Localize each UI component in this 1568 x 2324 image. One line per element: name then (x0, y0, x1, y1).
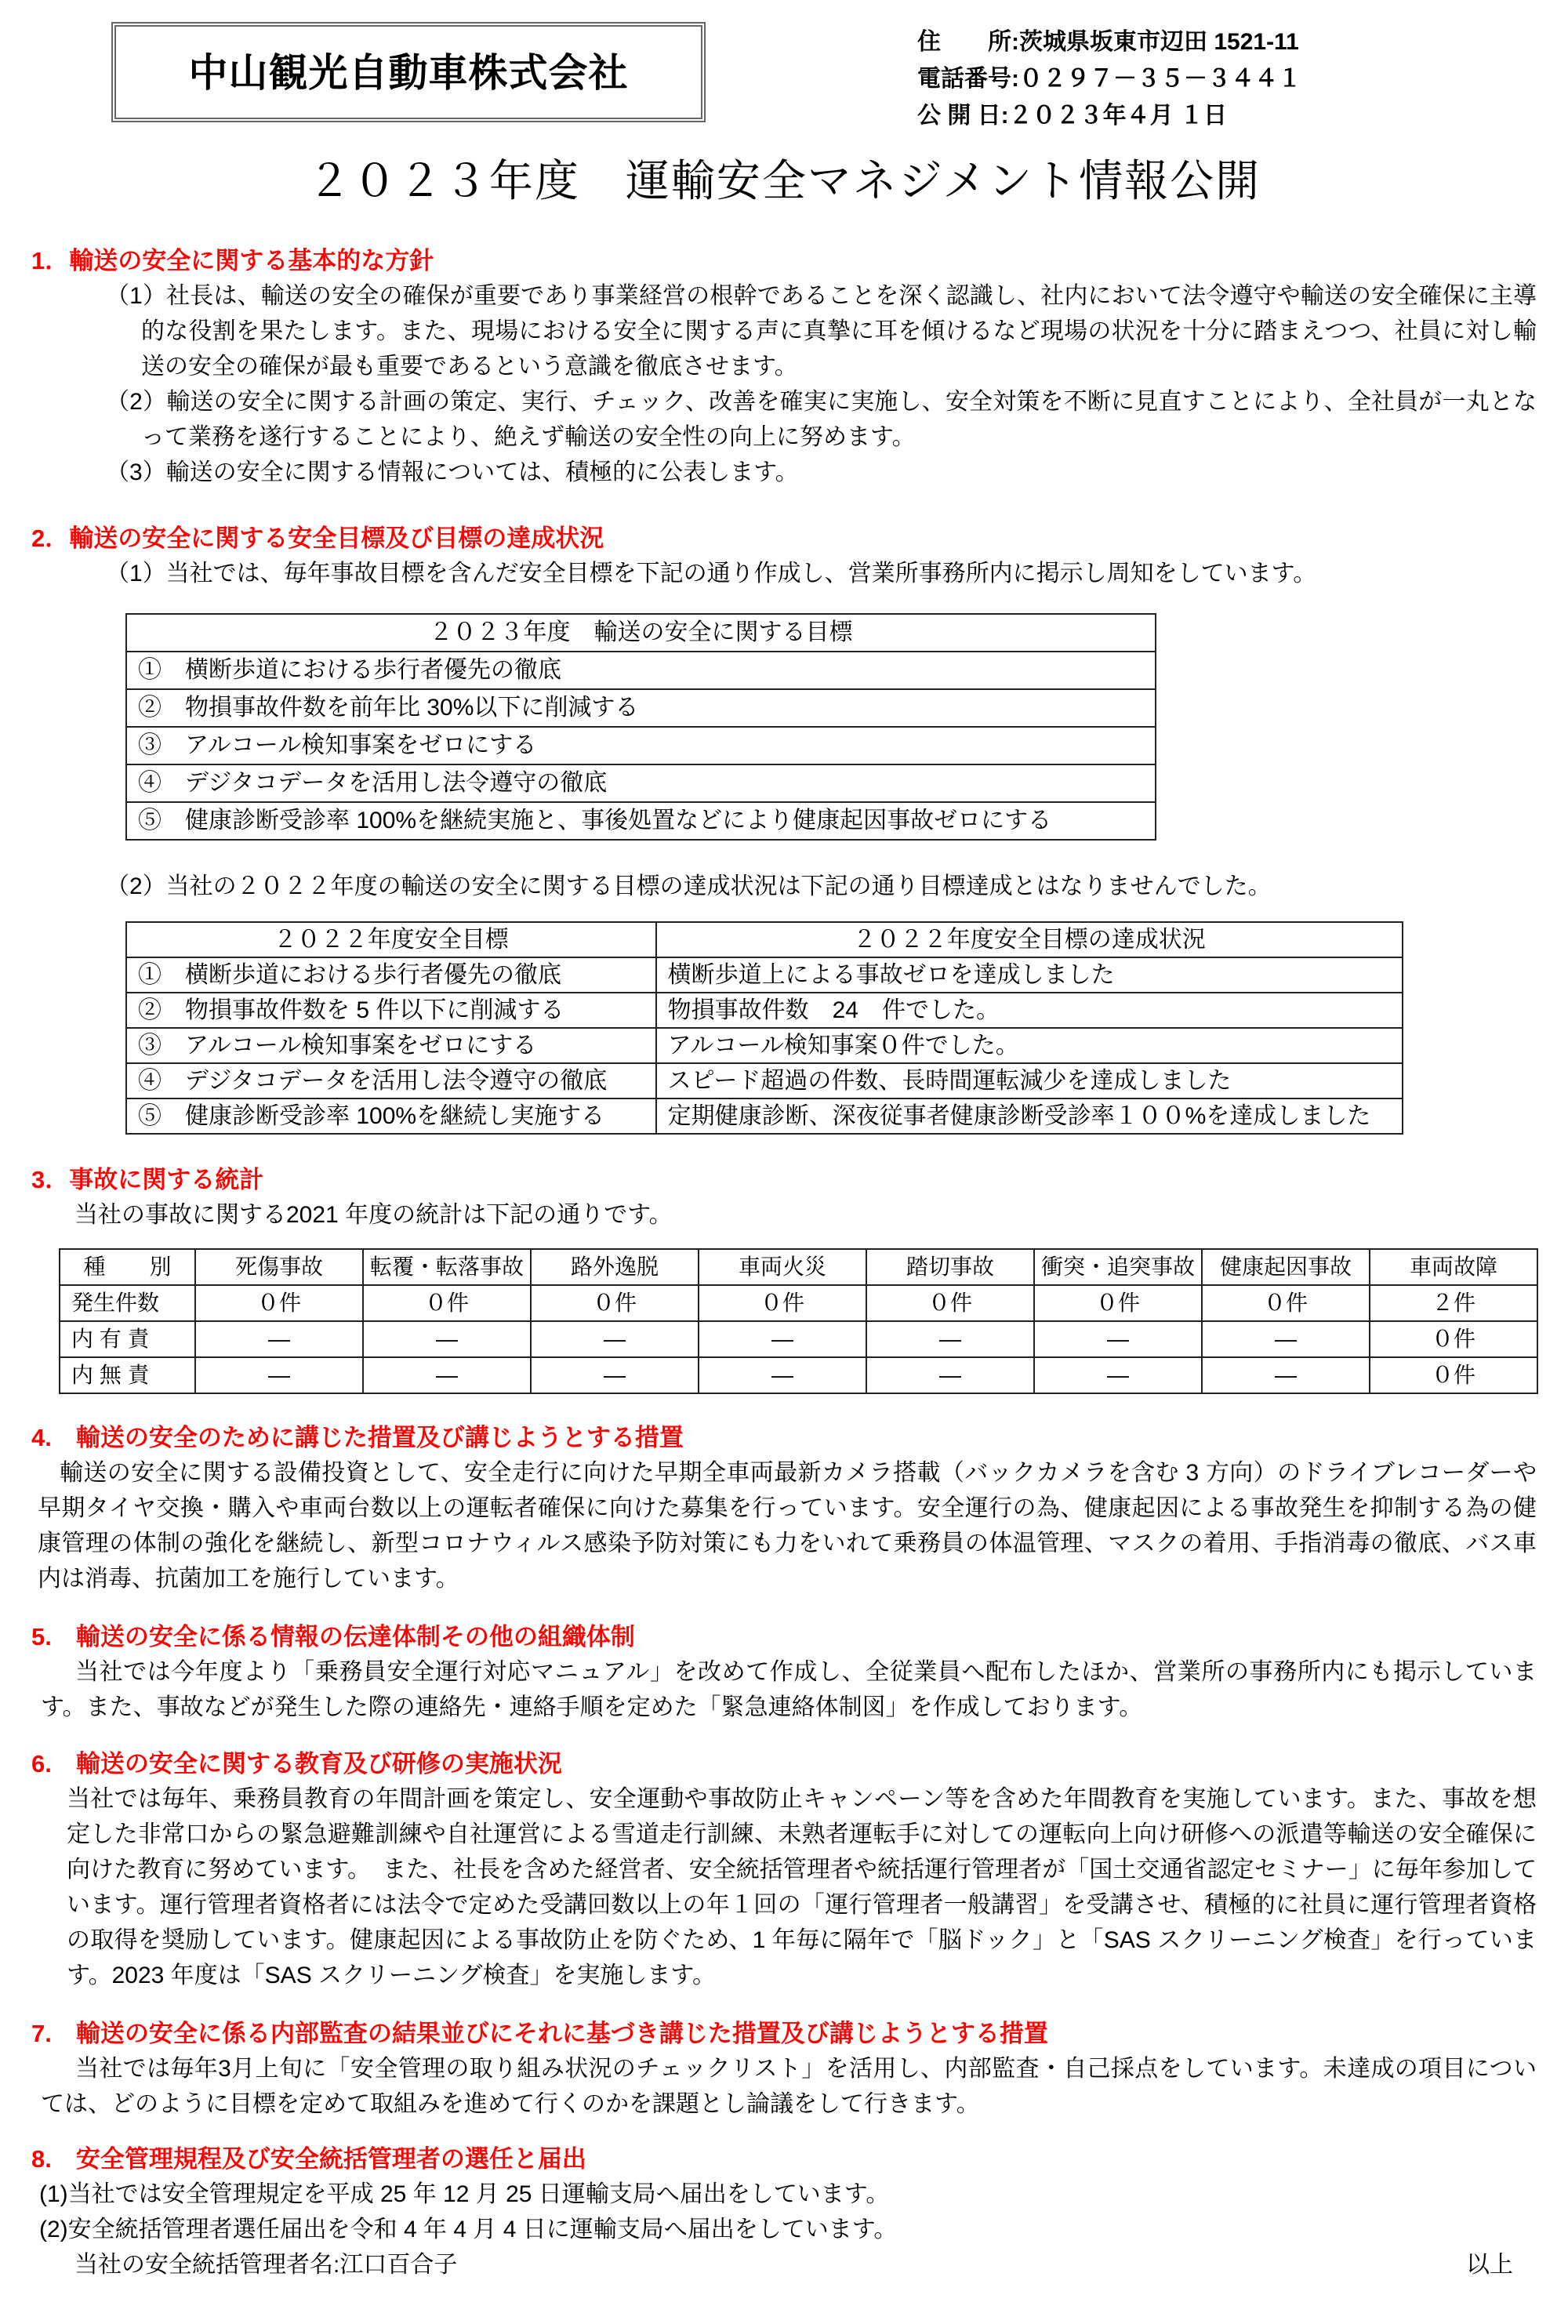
stats-cell: ― (195, 1321, 363, 1357)
table-row (126, 1028, 1403, 1063)
results-col1-header: ２０２２年度安全目標 (126, 922, 656, 957)
stats-header-cell: 種 別 (60, 1249, 195, 1285)
section-7-body: 当社では毎年3月上旬に「安全管理の取り組み状況のチェックリスト」を活用し、内部監査・自己採点をしています。未達成の項目については、どのように目標を定めて取組みを進めて行くのかを課題とし論議をして行きます。 (41, 2056, 1537, 2117)
section-4-body: 輸送の安全に関する設備投資として、安全走行に向けた早期全車両最新カメラ搭載（バックカメラを含む 3 方向）のドライブレコーダーや早期タイヤ交換・購入や車両台数以上の運転者確保に向けた募集を行っています。安全運行の為、健康起因による事故発生を抑制する為の健康管理の体制の強化を継続し、新型コロナウィルス感染予防対策にも力をいれて乗務員の体温管理、マスクの着用、手指消毒の徹底、バス車内は消毒、抗菌加工を施行しています。 (38, 1460, 1537, 1592)
company-name: 中山観光自動車株式会社 (188, 49, 629, 96)
section-8-heading: 8. 安全管理規程及び安全統括管理者の選任と届出 (31, 2145, 586, 2173)
goal-cell: ② 物損事故件数を前年比 30%以下に削減する (126, 689, 1156, 727)
stats-cell: ０件 (1370, 1321, 1537, 1357)
results-col2-header: ２０２２年度安全目標の達成状況 (656, 922, 1403, 957)
goal-cell: ① 横断歩道における歩行者優先の徹底 (126, 652, 1156, 689)
result-status-cell: 物損事故件数 24 件でした。 (656, 993, 1403, 1028)
stats-header-cell: 路外逸脱 (531, 1249, 699, 1285)
policy-item-1: （1）社長は、輸送の安全の確保が重要であり事業経営の根幹であることを深く認識し、社内において法令遵守や輸送の安全確保に主導的な役割を果たします。また、現場における安全に関する声に真摯に耳を傾けるなど現場の状況を十分に踏まえつつ、社員に対し輸送の安全の確保が最も重要であるという意識を徹底させます。 (106, 283, 1537, 379)
policy-item-2: （2）輸送の安全に関する計画の策定、実行、チェック、改善を確実に実施し、安全対策を不断に見直すことにより、全社員が一丸となって業務を遂行することにより、絶えず輸送の安全性の向上に努めます。 (106, 389, 1537, 450)
table-row (126, 993, 1403, 1028)
goal-cell: ⑤ 健康診断受診率 100%を継続実施と、事後処置などにより健康起因事故ゼロにする (126, 802, 1156, 840)
table-row (126, 802, 1156, 840)
safety-manager-name: 当社の安全統括管理者名:江口百合子 (74, 2252, 458, 2278)
stats-cell: ― (363, 1357, 531, 1393)
table-row (60, 1321, 1537, 1357)
stats-cell: ０件 (1034, 1285, 1202, 1321)
result-goal-cell: ⑤ 健康診断受診率 100%を継続し実施する (126, 1098, 656, 1134)
manager-row (31, 2247, 1537, 2282)
section-2-heading: 2．輸送の安全に関する安全目標及び目標の達成状況 (31, 525, 604, 552)
goal-cell: ③ アルコール検知事案をゼロにする (126, 727, 1156, 764)
section-5-body: 当社では今年度より「乗務員安全運行対応マニュアル」を改めて作成し、全従業員へ配布したほか、営業所の事務所内にも掲示しています。また、事故などが発生した際の連絡先・連絡手順を定めた「緊急連絡体制図」を作成しております。 (41, 1659, 1537, 1720)
closing-mark: 以上 (1466, 2252, 1513, 2278)
table-row (60, 1285, 1537, 1321)
stats-cell: ― (363, 1321, 531, 1357)
stats-cell: ２件 (1370, 1285, 1537, 1321)
table-row (126, 957, 1403, 993)
table-row (126, 764, 1156, 802)
document-title: ２０２３年度 運輸安全マネジメント情報公開 (307, 156, 1261, 205)
contact-phone: 電話番号:０２９７－３５－３４４１ (917, 66, 1301, 92)
result-status-cell: 定期健康診断、深夜従事者健康診断受診率１００%を達成しました (656, 1098, 1403, 1134)
table-row (126, 689, 1156, 727)
table-row (60, 1357, 1537, 1393)
contact-block (917, 22, 1537, 134)
table-row (126, 614, 1156, 652)
contact-publish-date: 公 開 日:２０２３年４月 １日 (917, 103, 1227, 129)
stats-row-label: 内 有 責 (60, 1321, 195, 1357)
stats-cell: ０件 (699, 1285, 866, 1321)
stats-row-label: 発生件数 (60, 1285, 195, 1321)
company-name-box (111, 22, 706, 122)
section-3-heading: 3．事故に関する統計 (31, 1166, 264, 1193)
stats-cell: ― (531, 1321, 699, 1357)
result-goal-cell: ③ アルコール検知事案をゼロにする (126, 1028, 656, 1063)
stats-cell: ― (1034, 1321, 1202, 1357)
goal-cell: ④ デジタコデータを活用し法令遵守の徹底 (126, 764, 1156, 802)
stats-header-cell: 転覆・転落事故 (363, 1249, 531, 1285)
stats-cell: ０件 (1370, 1357, 1537, 1393)
section-5-heading: 5. 輸送の安全に係る情報の伝達体制その他の組織体制 (31, 1623, 635, 1650)
stats-header-cell: 車両火災 (699, 1249, 866, 1285)
result-goal-cell: ② 物損事故件数を 5 件以下に削減する (126, 993, 656, 1028)
result-goal-cell: ① 横断歩道における歩行者優先の徹底 (126, 957, 656, 993)
stats-header-cell: 死傷事故 (195, 1249, 363, 1285)
stats-cell: ０件 (531, 1285, 699, 1321)
section-6-body: 当社では毎年、乗務員教育の年間計画を策定し、安全運動や事故防止キャンペーン等を含めた年間教育を実施しています。また、事故を想定した非常口からの緊急避難訓練や自社運営による雪道走行訓練、未熟者運転手に対しての運転向上向け研修への派遣等輸送の安全確保に向けた教育に努めています。 また、社長を含めた経営者、安全統括管理者や統括運行管理者が「国土交通省認定セミナー」に毎年参加しています。運行管理者資格者には法令で定めた受講回数以上の年１回の「運行管理者一般講習」を受講させ、積極的に社員に運行管理者資格の取得を奨励しています。健康起因による事故防止を防ぐため、1 年毎に隔年で「脳ドック」と「SAS スクリーニング検査」を行っています。2023 年度は「SAS スクリーニング検査」を実施します。 (67, 1786, 1537, 1988)
section-8-item-1: (1)当社では安全管理規定を平成 25 年 12 月 25 日運輸支局へ届出をしています。 (39, 2181, 890, 2207)
stats-header-cell: 衝突・追突事故 (1034, 1249, 1202, 1285)
table-row (126, 727, 1156, 764)
stats-cell: ― (1202, 1357, 1370, 1393)
policy-item-3: （3）輸送の安全に関する情報については、積極的に公表します。 (106, 459, 799, 485)
results-2022-table (125, 921, 1403, 1135)
goals-2023-table (125, 613, 1156, 841)
stats-cell: ― (866, 1321, 1034, 1357)
stats-header-cell: 踏切事故 (866, 1249, 1034, 1285)
stats-cell: ― (1202, 1321, 1370, 1357)
result-status-cell: スピード超過の件数、長時間運転減少を達成しました (656, 1063, 1403, 1098)
result-goal-cell: ④ デジタコデータを活用し法令遵守の徹底 (126, 1063, 656, 1098)
result-status-cell: アルコール検知事案０件でした。 (656, 1028, 1403, 1063)
stats-cell: ― (866, 1357, 1034, 1393)
stats-cell: ０件 (866, 1285, 1034, 1321)
section-7-heading: 7. 輸送の安全に係る内部監査の結果並びにそれに基づき講じた措置及び講じようとする措置 (31, 2020, 1048, 2047)
table-row (126, 1098, 1403, 1134)
stats-row-label: 内 無 責 (60, 1357, 195, 1393)
stats-cell: ― (699, 1357, 866, 1393)
section-2-item-2: （2）当社の２０２２年度の輸送の安全に関する目標の達成状況は下記の通り目標達成とはなりませんでした。 (106, 873, 1272, 899)
section-2-item-1: （1）当社では、毎年事故目標を含んだ安全目標を下記の通り作成し、営業所事務所内に掲示し周知をしています。 (106, 561, 1317, 586)
stats-cell: ０件 (195, 1285, 363, 1321)
goals-table-title: ２０２３年度 輸送の安全に関する目標 (126, 614, 1156, 652)
section-3-intro: 当社の事故に関する2021 年度の統計は下記の通りです。 (74, 1202, 673, 1228)
table-row (126, 1063, 1403, 1098)
stats-header-cell: 健康起因事故 (1202, 1249, 1370, 1285)
document-header (31, 22, 1537, 134)
section-8-item-2: (2)安全統括管理者選任届出を令和 4 年 4 月 4 日に運輸支局へ届出をしています。 (39, 2217, 898, 2242)
section-6-heading: 6. 輸送の安全に関する教育及び研修の実施状況 (31, 1750, 562, 1777)
table-row (126, 652, 1156, 689)
stats-cell: ― (699, 1321, 866, 1357)
stats-cell: ― (1034, 1357, 1202, 1393)
accident-stats-table (59, 1248, 1538, 1394)
stats-cell: ― (531, 1357, 699, 1393)
stats-cell: ― (195, 1357, 363, 1393)
section-1-heading: 1．輸送の安全に関する基本的な方針 (31, 247, 434, 274)
stats-cell: ０件 (1202, 1285, 1370, 1321)
table-row (60, 1249, 1537, 1285)
table-row (126, 922, 1403, 957)
stats-header-cell: 車両故障 (1370, 1249, 1537, 1285)
section-4-heading: 4. 輸送の安全のために講じた措置及び講じようとする措置 (31, 1424, 684, 1451)
stats-cell: ０件 (363, 1285, 531, 1321)
contact-address: 住 所:茨城県坂東市辺田 1521-11 (917, 29, 1299, 55)
result-status-cell: 横断歩道上による事故ゼロを達成しました (656, 957, 1403, 993)
